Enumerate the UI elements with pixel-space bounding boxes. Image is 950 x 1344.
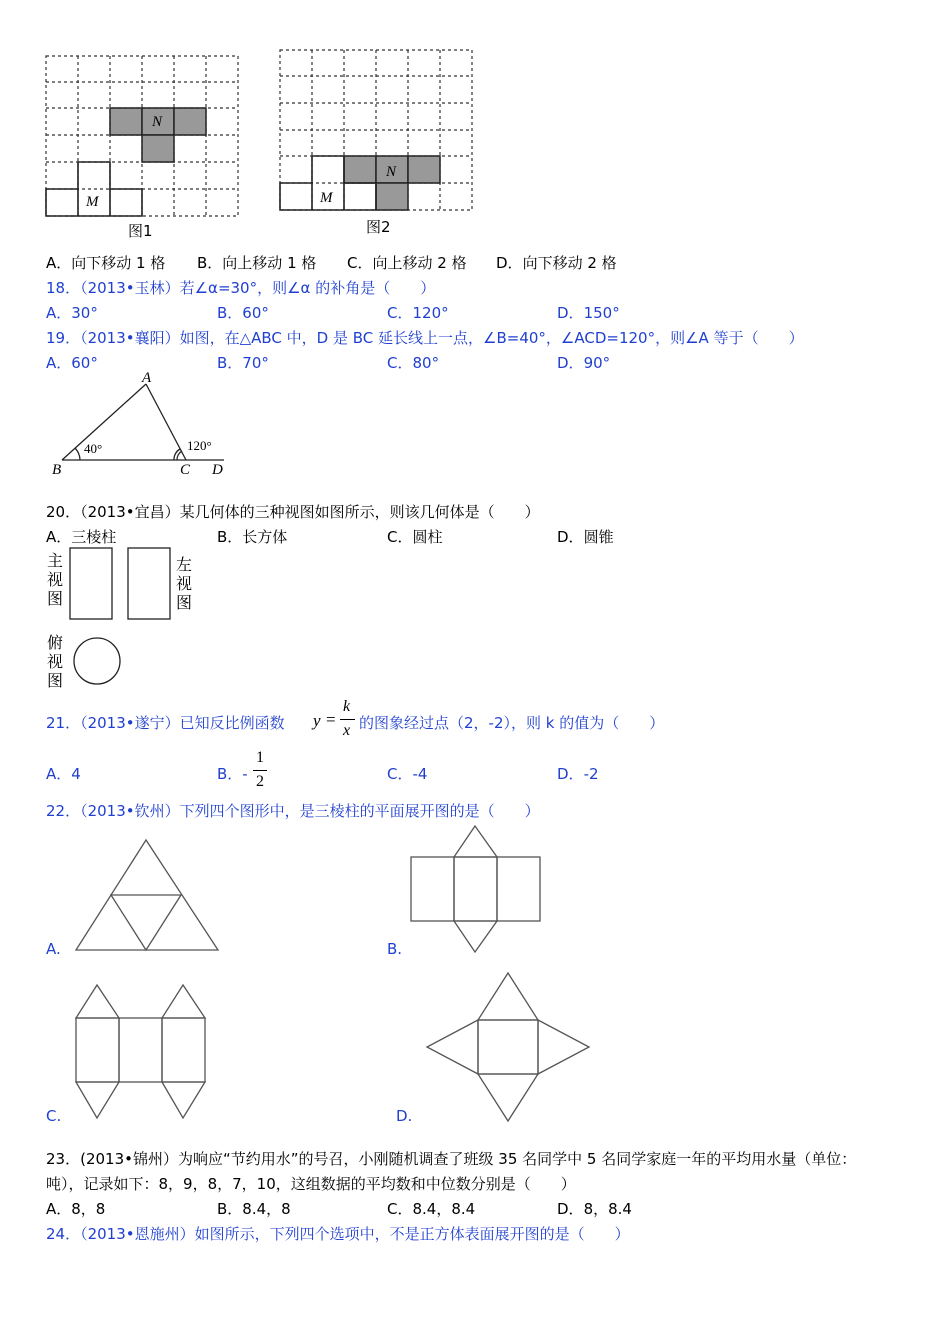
q23-option-a[interactable]: A．8，8	[46, 1200, 106, 1218]
three-views-figure	[66, 546, 206, 696]
q22-label-d[interactable]: D.	[396, 1107, 413, 1125]
q21-option-b-den: 2	[256, 773, 264, 790]
q20-stem: 20．（2013•宜昌）某几何体的三种视图如图所示，则该几何体是（ ）	[46, 503, 540, 521]
q21-fraction-bar	[340, 719, 355, 720]
left-view-label: 左视图	[175, 555, 192, 612]
q17-option-d[interactable]: D．向下移动 2 格	[496, 254, 617, 272]
angle-b-label: 40°	[84, 441, 103, 456]
top-view-label: 俯视图	[46, 633, 63, 690]
front-view-label: 主视图	[46, 551, 63, 608]
q22-label-b[interactable]: B.	[387, 940, 403, 958]
q23-option-b[interactable]: B．8.4，8	[217, 1200, 291, 1218]
triangle-label-d: D	[212, 462, 223, 478]
q22-stem: 22．（2013•钦州）下列四个图形中，是三棱柱的平面展开图的是（ ）	[46, 802, 540, 820]
q21-formula-eq: =	[326, 710, 336, 729]
triangle-label-c: C	[180, 462, 191, 478]
q18-option-a[interactable]: A．30°	[46, 304, 98, 322]
q18-option-d[interactable]: D．150°	[557, 304, 620, 322]
q23-stem-line2: 吨），记录如下：8，9，8，7，10，这组数据的平均数和中位数分别是（ ）	[46, 1175, 576, 1193]
net-b-figure[interactable]	[405, 822, 555, 952]
q23-option-d[interactable]: D．8，8.4	[557, 1200, 632, 1218]
q17-option-a[interactable]: A．向下移动 1 格	[46, 254, 166, 272]
q21-stem-post: 的图象经过点（2，-2），则 k 的值为（ ）	[359, 714, 665, 732]
q17-option-c[interactable]: C．向上移动 2 格	[347, 254, 467, 272]
q21-option-c[interactable]: C．-4	[387, 765, 428, 783]
q21-stem-pre: 21．（2013•遂宁）已知反比例函数	[46, 714, 285, 732]
q18-option-c[interactable]: C．120°	[387, 304, 449, 322]
q21-formula-num: k	[343, 698, 351, 715]
q23-option-c[interactable]: C．8.4，8.4	[387, 1200, 476, 1218]
q21-formula-den: x	[343, 722, 351, 739]
triangle-label-b: B	[52, 462, 62, 478]
q21-option-b-num: 1	[256, 749, 264, 766]
q19-option-d[interactable]: D．90°	[557, 354, 611, 372]
q22-label-a[interactable]: A.	[46, 940, 61, 958]
grid-label-n: N	[152, 114, 163, 130]
q22-label-c[interactable]: C.	[46, 1107, 62, 1125]
q20-option-b[interactable]: B．长方体	[217, 528, 288, 546]
q17-option-b[interactable]: B．向上移动 1 格	[197, 254, 317, 272]
q21-option-d[interactable]: D．-2	[557, 765, 599, 783]
front-view-rect	[70, 548, 112, 619]
angle-c-label: 120°	[187, 438, 212, 453]
q24-stem: 24．（2013•恩施州）如图所示，下列四个选项中，不是正方体表面展开图的是（ ）	[46, 1225, 630, 1243]
q21-option-b-bar	[253, 770, 267, 771]
net-a-figure[interactable]	[70, 834, 230, 964]
net-c-figure[interactable]	[70, 982, 215, 1122]
q21-option-a[interactable]: A．4	[46, 765, 81, 783]
q20-option-a[interactable]: A．三棱柱	[46, 528, 117, 546]
q20-option-c[interactable]: C．圆柱	[387, 528, 443, 546]
q19-option-b[interactable]: B．70°	[217, 354, 269, 372]
left-view-rect	[128, 548, 170, 619]
q18-option-b[interactable]: B．60°	[217, 304, 269, 322]
q19-option-c[interactable]: C．80°	[387, 354, 440, 372]
top-view-circle	[74, 638, 120, 684]
triangle-label-a: A	[142, 370, 152, 386]
figure-1-caption: 图1	[128, 222, 153, 240]
q21-formula-y: y	[313, 711, 321, 730]
q19-stem: 19．（2013•襄阳）如图，在△ABC 中，D 是 BC 延长线上一点，∠B=40°，∠ACD=120°，则∠A 等于（ ）	[46, 329, 804, 347]
figure-2-caption: 图2	[366, 218, 391, 236]
q23-stem-line1: 23．(2013•锦州）为响应“节约用水”的号召，小刚随机调查了班级 35 名同学中 5 名同学家庭一年的平均用水量（单位：	[46, 1150, 857, 1168]
q20-option-d[interactable]: D．圆锥	[557, 528, 614, 546]
q18-stem: 18．（2013•玉林）若∠α=30°，则∠α 的补角是（ ）	[46, 279, 436, 297]
grid-label-m: M	[86, 194, 99, 210]
net-d-figure[interactable]	[422, 968, 622, 1128]
grid-figure-2	[274, 48, 474, 218]
grid-label-n-2: N	[386, 164, 397, 180]
grid-label-m-2: M	[320, 190, 333, 206]
q21-option-b[interactable]: B．-	[217, 765, 248, 783]
q19-option-a[interactable]: A．60°	[46, 354, 98, 372]
